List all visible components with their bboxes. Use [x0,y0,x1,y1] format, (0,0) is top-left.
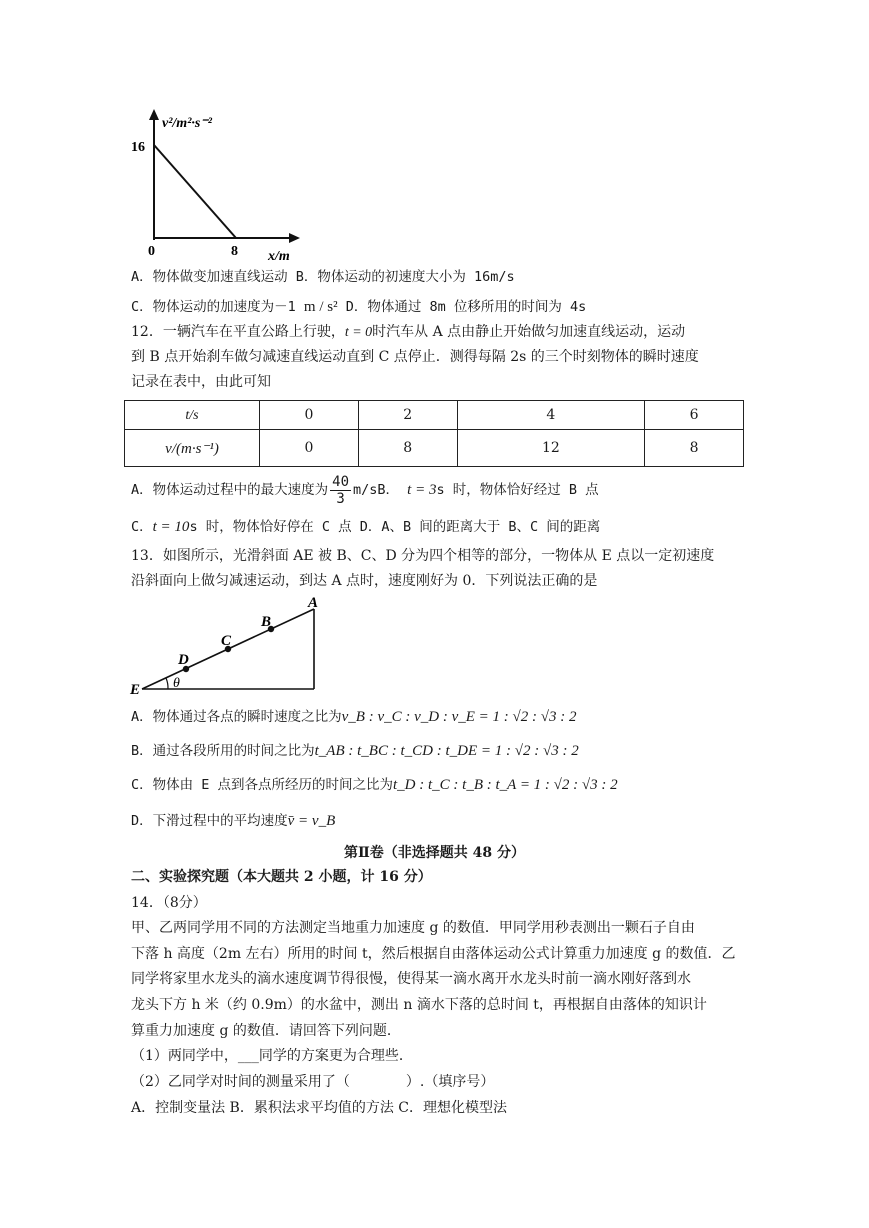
graph-y-tick: 16 [131,140,145,155]
table-cell: 0 [260,430,359,467]
table-cell: 8 [645,430,744,467]
q12-stem-line3: 记录在表中，由此可知 [131,374,271,390]
graph-origin: 0 [148,244,155,259]
q14-para-line4: 龙头下方 h 米（约 0.9m）的水盆中，测出 n 滴水下落的总时间 t，再根据自由落体的知识计 [131,997,707,1013]
label-e: E [130,682,141,698]
q13-option-b-expr: t_AB : t_BC : t_CD : t_DE = 1 : √2 : √3 : 2 [314,743,579,759]
q12-option-a: A．物体运动过程中的最大速度为 [131,482,329,498]
label-a: A [308,595,319,611]
label-d: D [178,652,189,668]
q11-options-cd [131,297,751,317]
q14-sub2: （2）乙同学对时间的测量采用了（ ）.（填序号） [131,1074,495,1090]
table-row [125,430,744,467]
label-theta: θ [173,676,180,691]
table-header-cell: t/s [125,401,260,430]
q11-option-d: D．物体通过 8m 位移所用的时间为 4s [345,299,587,315]
q14-sub1: （1）两同学中，___同学的方案更为合理些． [131,1048,413,1064]
q13-option-c: C．物体由 E 点到各点所经历的时间之比为t_D : t_C : t_B : t_A = 1 : √2 : √3 : 2 [131,777,618,793]
q12-option-a-unit: m/sB． [353,482,400,498]
q12-stem-part2: 时汽车从 A 点由静止开始做匀加速直线运动，运动 [372,324,686,340]
graph-x-tick: 8 [231,244,238,259]
q12-stem-t0: t = 0 [344,325,373,340]
q12-options-ab [131,470,751,510]
q11-option-c: C．物体运动的加速度为－1 [131,299,296,315]
q13-option-b: B．通过各段所用的时间之比为t_AB : t_BC : t_CD : t_DE = 1 : √2 : √3 : 2 [131,743,579,759]
fraction-40-3: $\frac{40}{3}$ [332,473,349,507]
q13-option-a: A．物体通过各点的瞬时速度之比为v_B : v_C : v_D : v_E = 1 : √2 : √3 : 2 [131,709,577,725]
label-c: C [221,633,232,649]
v2-x-graph [128,105,308,265]
q12-options-cd [131,517,751,537]
incline-figure [128,592,328,700]
q14-para-line3: 同学将家里水龙头的滴水速度调节得很慢，使得某一滴水离开水龙头时前一滴水刚好落到水 [131,971,691,987]
q14-para-line5: 算重力加速度 g 的数值．请回答下列问题． [131,1023,401,1039]
table-cell: 8 [358,430,457,467]
table-header-cell: 0 [260,401,359,430]
part2-title: 第Ⅱ卷（非选择题共 48 分） [343,845,526,861]
label-b: B [261,614,272,630]
q14-options: A．控制变量法 B．累积法求平均值的方法 C．理想化模型法 [131,1100,508,1116]
graph-y-label: v²/m²·s⁻² [162,116,212,131]
q12-stem-part1: 12．一辆汽车在平直公路上行驶， [131,324,345,340]
q13-option-a-expr: v_B : v_C : v_D : v_E = 1 : √2 : √3 : 2 [341,709,577,725]
table-cell: 12 [457,430,645,467]
q13-option-d: D．下滑过程中的平均速度v̄ = v_B [131,813,336,829]
q14-para-line2: 下落 h 高度（2m 左右）所用的时间 t，然后根据自由落体运动公式计算重力加速度 g 的数值．乙 [131,946,736,962]
table-row [125,401,744,430]
q11-options-ab: A．物体做变加速直线运动 B．物体运动的初速度大小为 16m/s [131,269,515,285]
q12-option-c-label: C． [131,519,153,535]
q12-stem-line1 [131,322,751,343]
q13-stem-line2: 沿斜面向上做匀减速运动，到达 A 点时，速度刚好为 0．下列说法正确的是 [131,573,598,589]
q14-head: 14．（8分） [131,895,207,911]
q13-stem-line1: 13．如图所示，光滑斜面 AE 被 B、C、D 分为四个相等的部分，一物体从 E 点以一定初速度 [131,548,715,564]
q12-data-table [124,400,744,467]
q12-option-c-t: t = 10 [152,519,190,535]
q12-option-b: s 时，物体恰好经过 B 点 [436,482,599,498]
q11-option-c-unit: m / s² [303,299,338,315]
q12-option-c: s 时，物体恰好停在 C 点 D．A、B 间的距离大于 B、C 间的距离 [189,519,601,535]
q12-option-b-t: t = 3 [407,482,437,498]
q13-option-d-expr: v̄ = v_B [287,813,336,829]
graph-x-label: x/m [268,249,290,264]
q12-stem-line2: 到 B 点开始刹车做匀减速直线运动直到 C 点停止．测得每隔 2s 的三个时刻物体的瞬时速度 [131,349,699,365]
table-header-cell: 6 [645,401,744,430]
table-header-cell: 4 [457,401,645,430]
q13-option-c-expr: t_D : t_C : t_B : t_A = 1 : √2 : √3 : 2 [393,777,618,793]
table-header-cell: 2 [358,401,457,430]
section-title: 二、实验探究题（本大题共 2 小题，计 16 分） [131,869,432,885]
table-row-label: v/(m·s⁻¹) [125,430,260,467]
q14-para-line1: 甲、乙两同学用不同的方法测定当地重力加速度 g 的数值．甲同学用秒表测出一颗石子自由 [131,920,695,936]
